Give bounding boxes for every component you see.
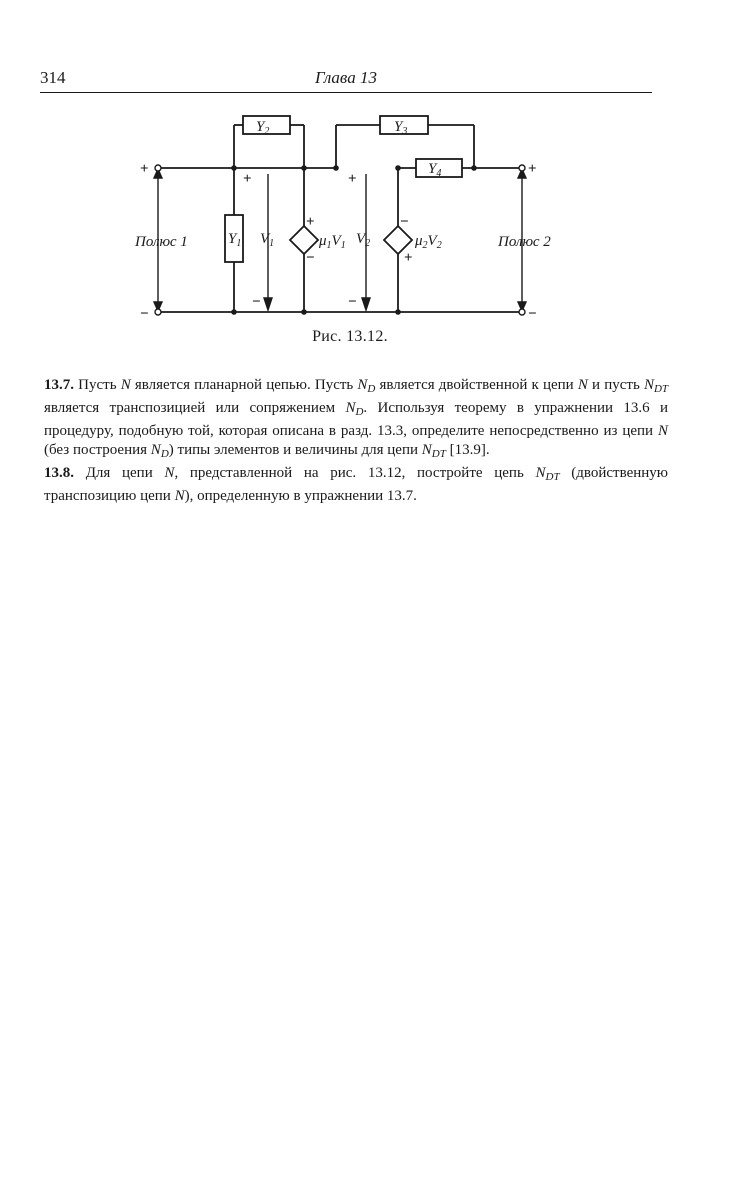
- mu2-label: $\mu_2V_2$: [415, 233, 442, 251]
- svg-text:−: −: [306, 250, 315, 266]
- svg-text:−: −: [140, 306, 149, 322]
- figure-caption: Рис. 13.12.: [312, 328, 388, 345]
- y4-label: $Y_4$: [428, 161, 442, 179]
- svg-text:−: −: [348, 294, 357, 310]
- exercises-text: [44, 376, 668, 506]
- svg-text:−: −: [400, 214, 409, 230]
- y3-label: $Y_3$: [394, 119, 408, 137]
- svg-text:+: +: [348, 171, 357, 187]
- v1-label: $V_1$: [260, 231, 275, 249]
- port2-bottom-terminal: [519, 309, 525, 315]
- exercise-13-8: 13.8. Для цепи N, представленной на рис. 13.12, постройте цепь $N_{DT}$ (двойственную транспозицию цепи N), определенную в упражнении 13.7.: [44, 465, 669, 504]
- port1-top-terminal: [155, 165, 161, 171]
- y1-label: $Y_1$: [228, 231, 242, 249]
- exercise-number: 13.8.: [44, 465, 74, 481]
- port1-bottom-terminal: [155, 309, 161, 315]
- exercise-13-7: 13.7. Пусть N является планарной цепью. Пусть $N_D$ является двойственной к цепи N и пусть $N_{DT}$ является транспозицией или сопряжением $N_D$. Используя теорему в упражнении 13.6 и процедуру, подобную той, которая описана в разд. 13.3, определите непосредственно из цепи N (без построения $N_D$) типы элементов и величины для цепи $N_{DT}$ [13.9].: [44, 377, 669, 460]
- port1-label: Полюс 1: [135, 234, 188, 250]
- svg-text:−: −: [528, 306, 537, 322]
- v2-label: $V_2$: [356, 231, 371, 249]
- svg-text:+: +: [528, 161, 537, 177]
- port2-top-terminal: [519, 165, 525, 171]
- running-head: Глава 13: [315, 68, 377, 87]
- page-header: [40, 68, 652, 93]
- svg-text:+: +: [306, 214, 315, 230]
- svg-text:+: +: [140, 161, 149, 177]
- exercise-number: 13.7.: [44, 377, 74, 393]
- y2-label: $Y_2$: [256, 119, 270, 137]
- page-number: 314: [40, 68, 66, 87]
- circuit-diagram: [0, 100, 730, 325]
- svg-text:−: −: [252, 294, 261, 310]
- svg-text:+: +: [404, 250, 413, 266]
- svg-text:+: +: [243, 171, 252, 187]
- port2-label: Полюс 2: [498, 234, 551, 250]
- mu1-label: $\mu_1V_1$: [319, 233, 346, 251]
